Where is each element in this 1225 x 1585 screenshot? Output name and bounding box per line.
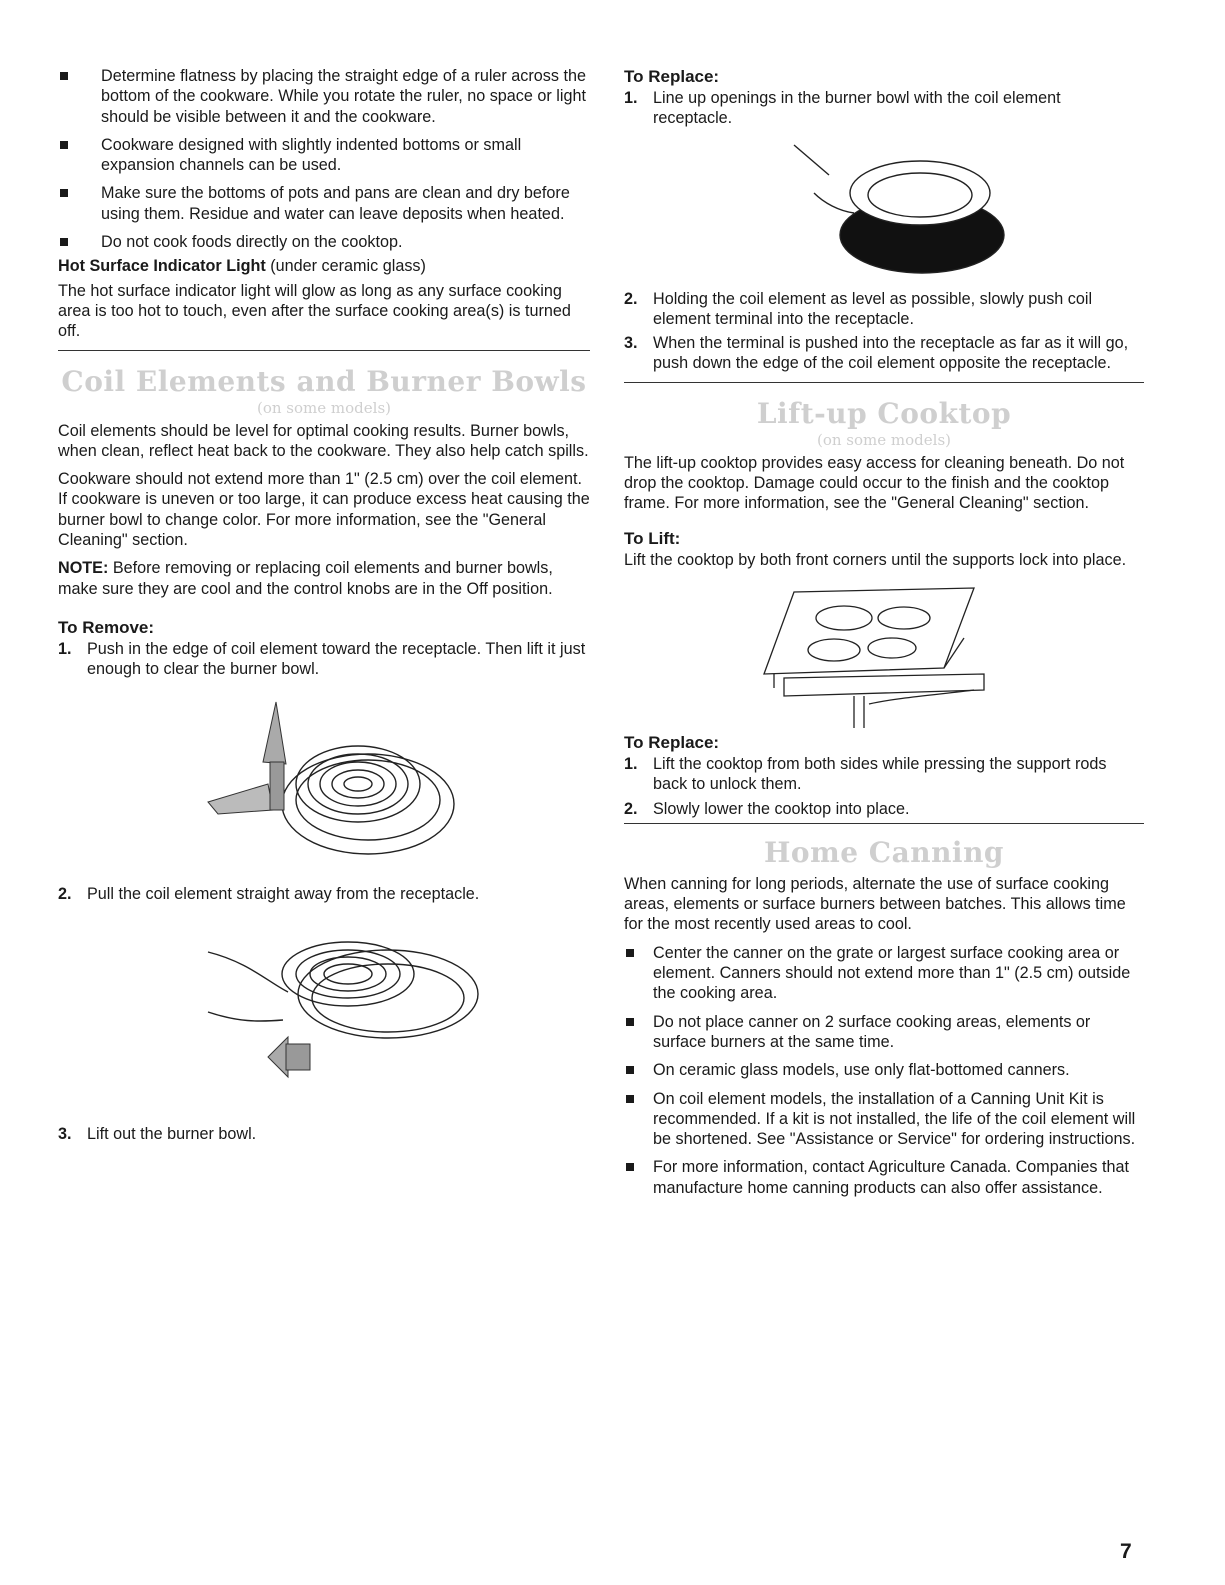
section-subtitle: (on some models) [257, 398, 391, 417]
coil-note: NOTE: Before removing or replacing coil elements and burner bowls, make sure they are cool and the control knobs are in the Off position. [58, 559, 553, 598]
section-subtitle: (on some models) [817, 430, 951, 449]
section-divider [58, 350, 590, 351]
list-item: 2. Pull the coil element straight away from the receptacle. [58, 884, 480, 903]
list-item: Do not cook foods directly on the cooktop. [58, 232, 590, 252]
cooktop-replace-steps [624, 754, 1144, 819]
section-title-coil-elements: Coil Elements and Burner Bowls [61, 364, 587, 398]
bullet-square-icon [60, 189, 68, 197]
list-item: On ceramic glass models, use only flat-bottomed canners. [624, 1060, 1144, 1080]
to-remove-heading: To Remove: [58, 617, 155, 637]
section-title-home-canning: Home Canning [763, 835, 1005, 869]
liftup-body: The lift-up cooktop provides easy access for cleaning beneath. Do not drop the cooktop. Damage could occur to the finish and the cooktop frame. For more information, see the "General Cleaning" section. [624, 453, 1125, 513]
cookware-bullet-list [58, 66, 590, 252]
right-column [624, 66, 1144, 1206]
remove-steps [58, 639, 590, 680]
list-item: 2. Holding the coil element as level as possible, slowly push coil element terminal into the receptacle. [624, 289, 1093, 328]
list-item: Do not place canner on 2 surface cooking areas, elements or surface burners at the same time. [624, 1012, 1144, 1053]
list-item: Cookware designed with slightly indented bottoms or small expansion channels can be used. [58, 135, 590, 176]
bullet-square-icon [60, 141, 68, 149]
bullet-square-icon [60, 238, 68, 246]
to-lift-body: Lift the cooktop by both front corners until the supports lock into place. [624, 550, 1127, 569]
coil-lift-illustration [58, 692, 590, 872]
remove-steps-3 [58, 1124, 590, 1144]
list-item: For more information, contact Agriculture Canada. Companies that manufacture home canning products can also offer assistance. [624, 1157, 1144, 1198]
list-item: 1. Line up openings in the burner bowl with the coil element receptacle. [624, 89, 1061, 128]
list-item: 1. Lift the cooktop from both sides while pressing the support rods back to unlock them. [624, 754, 1107, 794]
left-column [58, 66, 590, 1148]
replace-steps [624, 88, 1144, 129]
page-number: 7 [1120, 1540, 1132, 1563]
to-replace-heading: To Replace: [624, 67, 720, 86]
list-item: 3. Lift out the burner bowl. [58, 1124, 257, 1143]
canning-bullet-list [624, 943, 1144, 1198]
list-item: 2. Slowly lower the cooktop into place. [624, 799, 910, 818]
to-lift-heading: To Lift: [624, 528, 681, 548]
list-item: On coil element models, the installation of a Canning Unit Kit is recommended. If a kit is not installed, the life of the coil element will be shortened. See "Assistance or Service" for ordering instructions. [624, 1089, 1144, 1150]
section-divider [624, 823, 1144, 824]
list-item: Make sure the bottoms of pots and pans are clean and dry before using them. Residue and water can leave deposits when heated. [58, 183, 590, 224]
bullet-square-icon [626, 1066, 634, 1074]
to-replace-cooktop-heading: To Replace: [624, 732, 720, 752]
bullet-square-icon [626, 949, 634, 957]
hot-surface-heading: Hot Surface Indicator Light (under ceramic glass) [58, 257, 426, 276]
bullet-square-icon [626, 1018, 634, 1026]
coil-para-2: Cookware should not extend more than 1" (2.5 cm) over the coil element. If cookware is uneven or too large, it can produce excess heat causing the burner bowl to change color. For more information, see the "General Cleaning" section. [58, 470, 590, 550]
list-item: 3. When the terminal is pushed into the receptacle as far as it will go, push down the edge of the coil element opposite the receptacle. [624, 334, 1129, 373]
list-item: Center the canner on the grate or largest surface cooking area or element. Canners should not extend more than 1" (2.5 cm) outside the cooking area. [624, 943, 1144, 1004]
burner-bowl-illustration [624, 133, 1144, 283]
lift-up-cooktop-illustration [624, 578, 1144, 728]
list-item: 1. Push in the edge of coil element toward the receptacle. Then lift it just enough to clear the burner bowl. [58, 639, 586, 679]
coil-pull-illustration [58, 912, 590, 1112]
canning-body: When canning for long periods, alternate the use of surface cooking areas, elements or surface burners between batches. This allows time for the most recently used areas to cool. [624, 874, 1126, 934]
hot-surface-body: The hot surface indicator light will glow as long as any surface cooking area is too hot to touch, even after the surface cooking area(s) is turned off. [58, 281, 571, 341]
coil-para-1: Coil elements should be level for optimal cooking results. Burner bowls, when clean, reflect heat back to the cookware. They also help catch spills. [58, 421, 589, 460]
bullet-square-icon [60, 72, 68, 80]
bullet-square-icon [626, 1163, 634, 1171]
bullet-square-icon [626, 1095, 634, 1103]
list-item: Determine flatness by placing the straight edge of a ruler across the bottom of the cookware. While you rotate the ruler, no space or light should be visible between it and the cookware. [58, 66, 590, 127]
replace-steps-2 [624, 289, 1144, 374]
section-divider [624, 382, 1144, 383]
section-title-lift-up-cooktop: Lift-up Cooktop [756, 396, 1012, 430]
remove-steps-2 [58, 884, 590, 904]
